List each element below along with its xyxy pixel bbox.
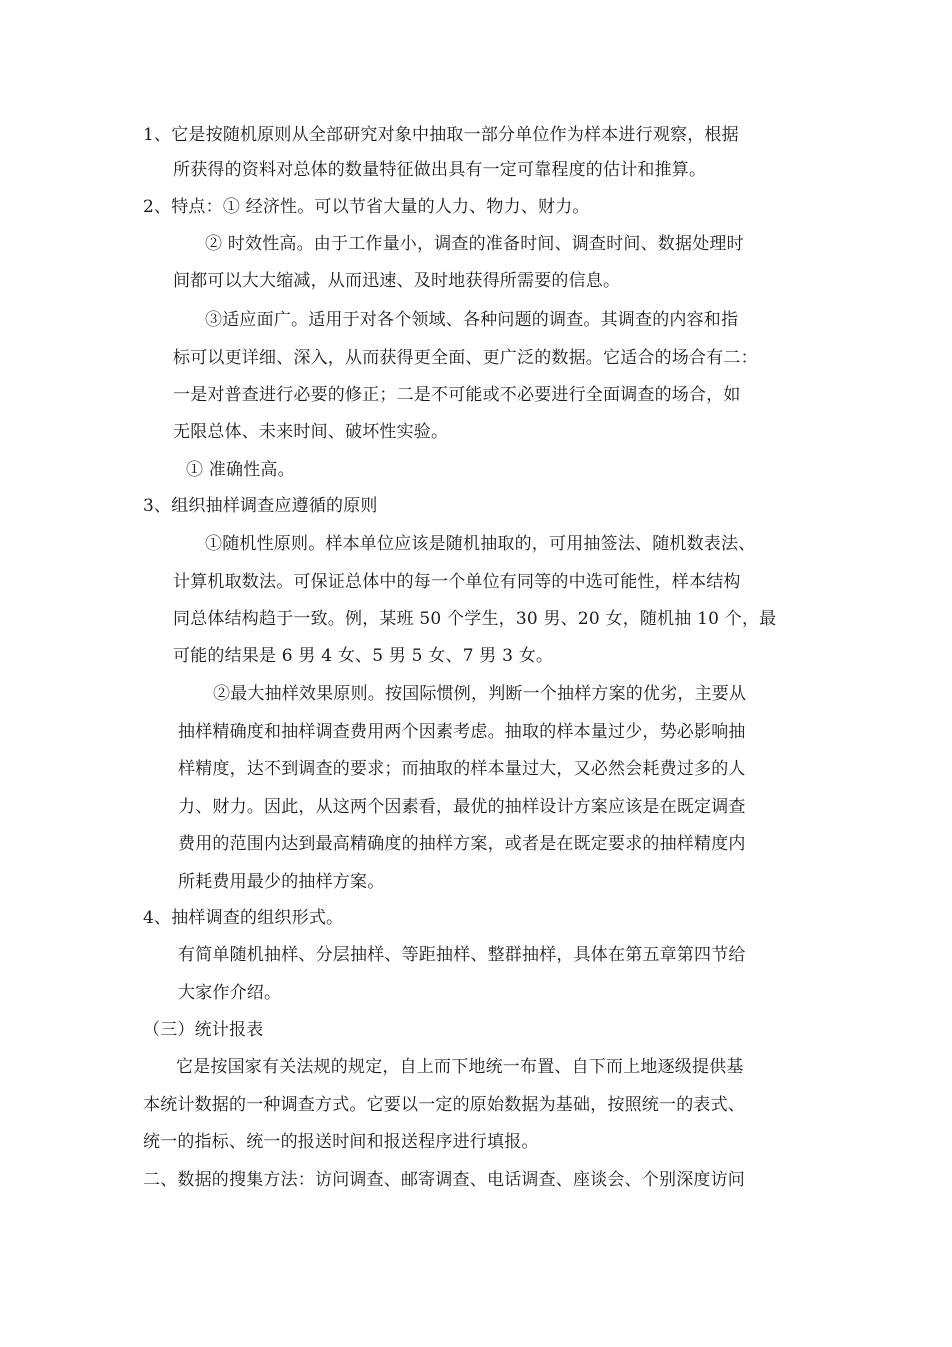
text-line: 所耗费用最少的抽样方案。 bbox=[178, 872, 385, 892]
text-line: 标可以更详细、深入，从而获得更全面、更广泛的数据。它适合的场合有二： bbox=[173, 348, 758, 368]
text-line: 4、抽样调查的组织形式。 bbox=[143, 908, 344, 928]
text-line: 本统计数据的一种调查方式。它要以一定的原始数据为基础，按照统一的表式、 bbox=[143, 1095, 745, 1115]
text-line: 力、财力。因此，从这两个因素看，最优的抽样设计方案应该是在既定调查 bbox=[178, 797, 746, 817]
text-line: ② 时效性高。由于工作量小，调查的准备时间、调查时间、数据处理时 bbox=[205, 234, 744, 254]
text-line: ②最大抽样效果原则。按国际惯例，判断一个抽样方案的优劣，主要从 bbox=[213, 684, 747, 704]
text-line: 无限总体、未来时间、破坏性实验。 bbox=[173, 422, 449, 442]
text-line: 1、它是按随机原则从全部研究对象中抽取一部分单位作为样本进行观察，根据 bbox=[143, 125, 739, 145]
text-line: 3、组织抽样调查应遵循的原则 bbox=[143, 496, 378, 516]
text-line: 间都可以大大缩减，从而迅速、及时地获得所需要的信息。 bbox=[173, 271, 621, 291]
text-line: （三）统计报表 bbox=[143, 1020, 264, 1040]
text-line: 二、数据的搜集方法：访问调查、邮寄调查、电话调查、座谈会、个别深度访问 bbox=[143, 1170, 745, 1190]
text-line: 可能的结果是 6 男 4 女、5 男 5 女、7 男 3 女。 bbox=[173, 646, 554, 666]
text-line: ①随机性原则。样本单位应该是随机抽取的，可用抽签法、随机数表法、 bbox=[205, 534, 756, 554]
text-line: ③适应面广。适用于对各个领域、各种问题的调查。其调查的内容和指 bbox=[205, 310, 739, 330]
text-line: 大家作介绍。 bbox=[178, 983, 282, 1003]
text-line: 费用的范围内达到最高精确度的抽样方案，或者是在既定要求的抽样精度内 bbox=[178, 834, 746, 854]
text-line: 抽样精确度和抽样调查费用两个因素考虑。抽取的样本量过少，势必影响抽 bbox=[178, 722, 746, 742]
text-line: 计算机取数法。可保证总体中的每一个单位有同等的中选可能性，样本结构 bbox=[173, 572, 741, 592]
text-line: 所获得的资料对总体的数量特征做出具有一定可靠程度的估计和推算。 bbox=[173, 160, 707, 180]
text-line: 它是按国家有关法规的规定，自上而下地统一布置、自下而上地逐级提供基 bbox=[176, 1057, 744, 1077]
text-line: 一是对普查进行必要的修正；二是不可能或不必要进行全面调查的场合，如 bbox=[173, 385, 741, 405]
text-line: 有简单随机抽样、分层抽样、等距抽样、整群抽样，具体在第五章第四节给 bbox=[178, 945, 746, 965]
text-line: 样精度，达不到调查的要求；而抽取的样本量过大，又必然会耗费过多的人 bbox=[178, 759, 746, 779]
text-line: 同总体结构趋于一致。例，某班 50 个学生，30 男、20 女，随机抽 10 个，最 bbox=[173, 609, 777, 629]
text-line: ① 准确性高。 bbox=[186, 460, 295, 480]
text-line: 2、特点：① 经济性。可以节省大量的人力、物力、财力。 bbox=[143, 197, 590, 217]
text-line: 统一的指标、统一的报送时间和报送程序进行填报。 bbox=[143, 1132, 539, 1152]
